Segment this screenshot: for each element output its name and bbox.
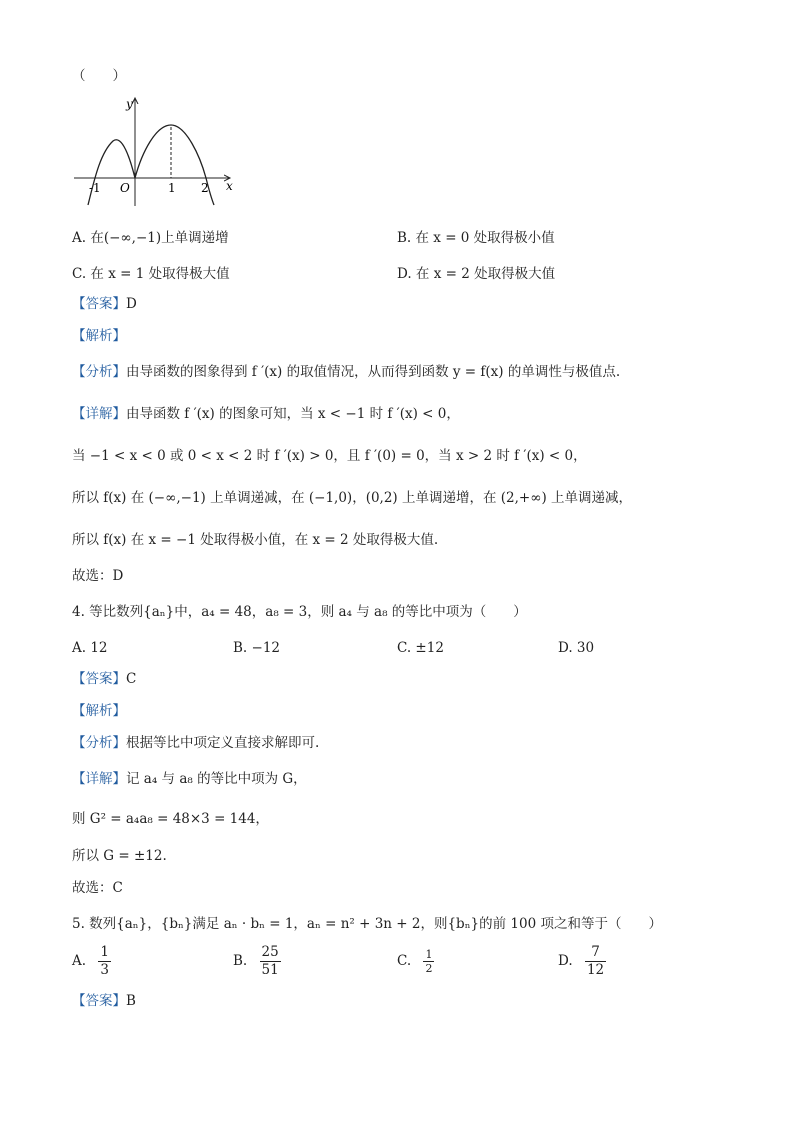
q3-option-d: D. 在 x = 2 处取得极大值 xyxy=(397,266,556,282)
q3-answer xyxy=(72,294,137,314)
q4-detail-line1 xyxy=(72,769,307,789)
q5-option-c xyxy=(397,948,434,975)
q3-analysis-heading xyxy=(72,326,126,346)
q5-stem: 5. 数列{aₙ}，{bₙ}满足 aₙ · bₙ = 1，aₙ = n² + 3n + 2，则{bₙ}的前 100 项之和等于（ ） xyxy=(72,916,662,932)
q5-option-a xyxy=(72,944,111,979)
detail-text: 由导函数 f ′(x) 的图象可知，当 x < −1 时 f ′(x) < 0， xyxy=(126,406,460,422)
tick-label-1: 1 xyxy=(168,181,176,195)
q4-detail-line3: 所以 G = ±12. xyxy=(72,848,167,864)
fenxi-text: 根据等比中项定义直接求解即可. xyxy=(126,735,320,751)
q5-answer xyxy=(72,991,136,1011)
option-label: B. xyxy=(233,953,248,969)
answer-value: C xyxy=(126,671,137,687)
q4-answer xyxy=(72,669,136,689)
q5-option-b xyxy=(233,944,281,979)
q4-option-a: A. 12 xyxy=(72,640,108,656)
numerator: 1 xyxy=(425,948,433,961)
derivative-graph xyxy=(70,94,240,212)
tick-label-2: 2 xyxy=(201,181,209,195)
fenxi-tag: 【分析】 xyxy=(72,735,126,751)
q4-choose: 故选：C xyxy=(72,880,123,896)
denominator: 3 xyxy=(100,962,109,978)
xiangjie-tag: 【详解】 xyxy=(72,771,126,787)
q4-option-c: C. ±12 xyxy=(397,640,444,656)
answer-tag: 【答案】 xyxy=(72,993,126,1009)
denominator: 51 xyxy=(261,962,279,978)
q3-fenxi xyxy=(72,362,620,382)
answer-tag: 【答案】 xyxy=(72,296,126,312)
fraction xyxy=(423,948,434,975)
origin-label: O xyxy=(120,181,130,195)
q5-option-d xyxy=(558,944,606,979)
analysis-tag: 【解析】 xyxy=(72,328,126,344)
numerator: 1 xyxy=(100,944,109,960)
tick-label-neg1: -1 xyxy=(89,181,101,195)
x-axis-label: x xyxy=(226,179,233,193)
detail-text: 记 a₄ 与 a₈ 的等比中项为 G， xyxy=(126,771,307,787)
answer-value: B xyxy=(126,993,136,1009)
numerator: 7 xyxy=(585,944,606,962)
fraction xyxy=(585,944,606,979)
q3-detail-line4: 所以 f(x) 在 x = −1 处取得极小值，在 x = 2 处取得极大值. xyxy=(72,532,439,548)
q4-fenxi xyxy=(72,733,319,753)
option-label: A. xyxy=(72,953,87,969)
q3-option-a: A. 在(−∞,−1)上单调递增 xyxy=(72,230,229,246)
xiangjie-tag: 【详解】 xyxy=(72,406,126,422)
fraction xyxy=(260,944,281,979)
q4-stem: 4. 等比数列{aₙ}中，a₄ = 48，a₈ = 3，则 a₄ 与 a₈ 的等比中项为（ ） xyxy=(72,604,527,620)
option-label: C. xyxy=(397,953,412,969)
answer-value: D xyxy=(126,296,137,312)
q4-option-d: D. 30 xyxy=(558,640,595,656)
y-axis-label: y xyxy=(126,97,133,111)
fenxi-text: 由导函数的图象得到 f ′(x) 的取值情况，从而得到函数 y = f(x) 的单调性与极值点. xyxy=(126,364,621,380)
q3-detail-line1 xyxy=(72,404,460,424)
derivative-curve xyxy=(88,125,214,205)
denominator: 2 xyxy=(425,962,433,975)
q3-paren: （ ） xyxy=(72,68,126,84)
q3-option-b: B. 在 x = 0 处取得极小值 xyxy=(397,230,555,246)
fraction xyxy=(98,944,111,979)
q3-choose: 故选：D xyxy=(72,568,124,584)
denominator: 12 xyxy=(586,962,605,978)
q3-detail-line3: 所以 f(x) 在 (−∞,−1) 上单调递减，在 (−1,0)，(0,2) 上单调递增，在 (2,+∞) 上单调递减， xyxy=(72,490,633,506)
q4-detail-line2: 则 G² = a₄a₈ = 48×3 = 144， xyxy=(72,811,269,827)
q3-detail-line2: 当 −1 < x < 0 或 0 < x < 2 时 f ′(x) > 0，且 f ′(0) = 0，当 x > 2 时 f ′(x) < 0， xyxy=(72,448,587,464)
analysis-tag: 【解析】 xyxy=(72,703,126,719)
numerator: 25 xyxy=(261,944,279,960)
q3-option-c: C. 在 x = 1 处取得极大值 xyxy=(72,266,230,282)
fenxi-tag: 【分析】 xyxy=(72,364,126,380)
q4-analysis-heading xyxy=(72,701,126,721)
answer-tag: 【答案】 xyxy=(72,671,126,687)
option-label: D. xyxy=(558,953,573,969)
q4-option-b: B. −12 xyxy=(233,640,280,656)
